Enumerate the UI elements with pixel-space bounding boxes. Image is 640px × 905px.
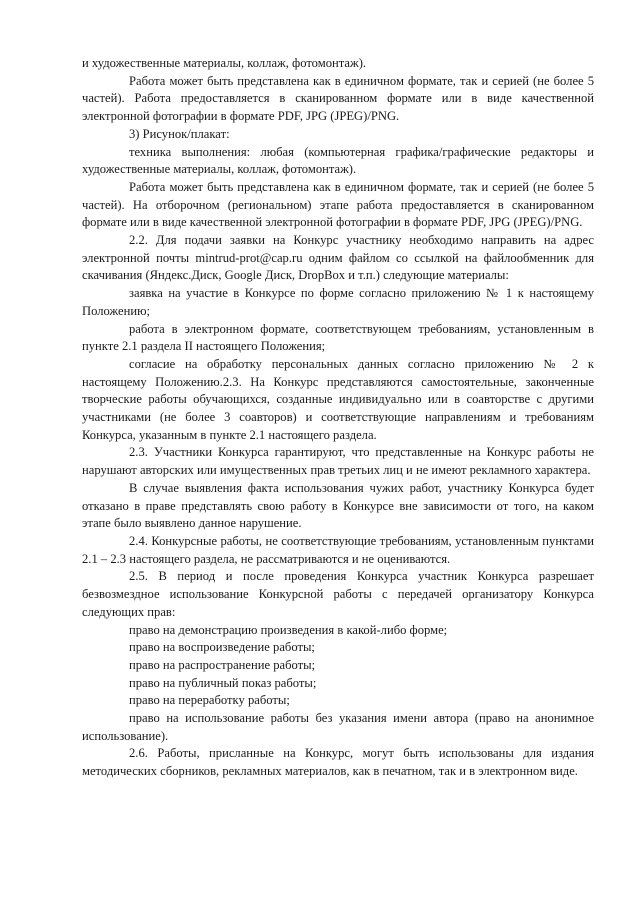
paragraph: техника выполнения: любая (компьютерная графика/графические редакторы и художественные материалы, коллаж, фотомонтаж). — [82, 144, 594, 177]
paragraph: согласие на обработку персональных данных согласно приложению № 2 к настоящему Положению.2.3. На Конкурс представляются самостоятельные, законченные творческие работы обучающихся, созданные индивидуально или в соавторстве с другими участниками (не более 3 соавторов) и соответствующие направлениям и требованиям Конкурса, указанным в пункте 2.1 настоящего раздела. — [82, 356, 594, 442]
rights-list-item: право на публичный показ работы; — [129, 675, 317, 690]
paragraph: Работа может быть представлена как в единичном формате, так и серией (не более 5 частей). Работа предоставляется в сканированном формате или в виде качественной электронной фотографии в формате PDF, JPG (JPEG)/PNG. — [82, 73, 594, 124]
paragraph: 2.5. В период и после проведения Конкурса участник Конкурса разрешает безвозмездное использование Конкурсной работы с передачей организатору Конкурса следующих прав: — [82, 569, 594, 619]
rights-list-item: право на переработку работы; — [129, 693, 290, 708]
rights-list-item: право на распространение работы; — [129, 657, 316, 672]
rights-list-item: право на демонстрацию произведения в какой-либо форме; — [129, 622, 448, 637]
paragraph: 2.2. Для подачи заявки на Конкурс участнику необходимо направить на адрес электронной почты mintrud-prot@cap.ru одним файлом со ссылкой на файлообменник для скачивания (Яндекс.Диск, Google Диск, DropBox и т.п.) следующие материалы: — [82, 233, 594, 283]
paragraph: 2.3. Участники Конкурса гарантируют, что представленные на Конкурс работы не нарушают авторских или имущественных прав третьих лиц и не имеют рекламного характера. — [82, 445, 594, 478]
paragraph: заявка на участие в Конкурсе по форме согласно приложению № 1 к настоящему Положению; — [82, 286, 594, 318]
paragraph: 2.6. Работы, присланные на Конкурс, могут быть использованы для издания методических сборников, рекламных материалов, как в печатном, так и в электронном виде. — [82, 746, 594, 779]
paragraph: Работа может быть представлена как в единичном формате, так и серией (не более 5 частей). На отборочном (региональном) этапе работа предоставляется в сканированном формате или в виде качественной электронной фотографии в формате PDF, JPG (JPEG)/PNG. — [82, 179, 594, 230]
paragraph: работа в электронном формате, соответствующем требованиям, установленным в пункте 2.1 раздела II настоящего Положения; — [82, 321, 594, 354]
paragraph: и художественные материалы, коллаж, фотомонтаж). — [82, 56, 367, 70]
paragraph: 2.4. Конкурсные работы, не соответствующие требованиям, установленным пунктами 2.1 – 2.3 настоящего раздела, не рассматриваются и не оцениваются. — [82, 533, 594, 566]
rights-list-item: право на воспроизведение работы; — [129, 640, 315, 655]
paragraph: В случае выявления факта использования чужих работ, участнику Конкурса будет отказано в праве представлять свою работу в Конкурсе вне зависимости от того, на каком этапе было выявлено данное нарушение. — [82, 480, 594, 531]
document-body — [82, 55, 594, 781]
paragraph: право на использование работы без указания имени автора (право на анонимное использование). — [82, 711, 594, 743]
paragraph-heading: 3) Рисунок/плакат: — [129, 126, 230, 141]
